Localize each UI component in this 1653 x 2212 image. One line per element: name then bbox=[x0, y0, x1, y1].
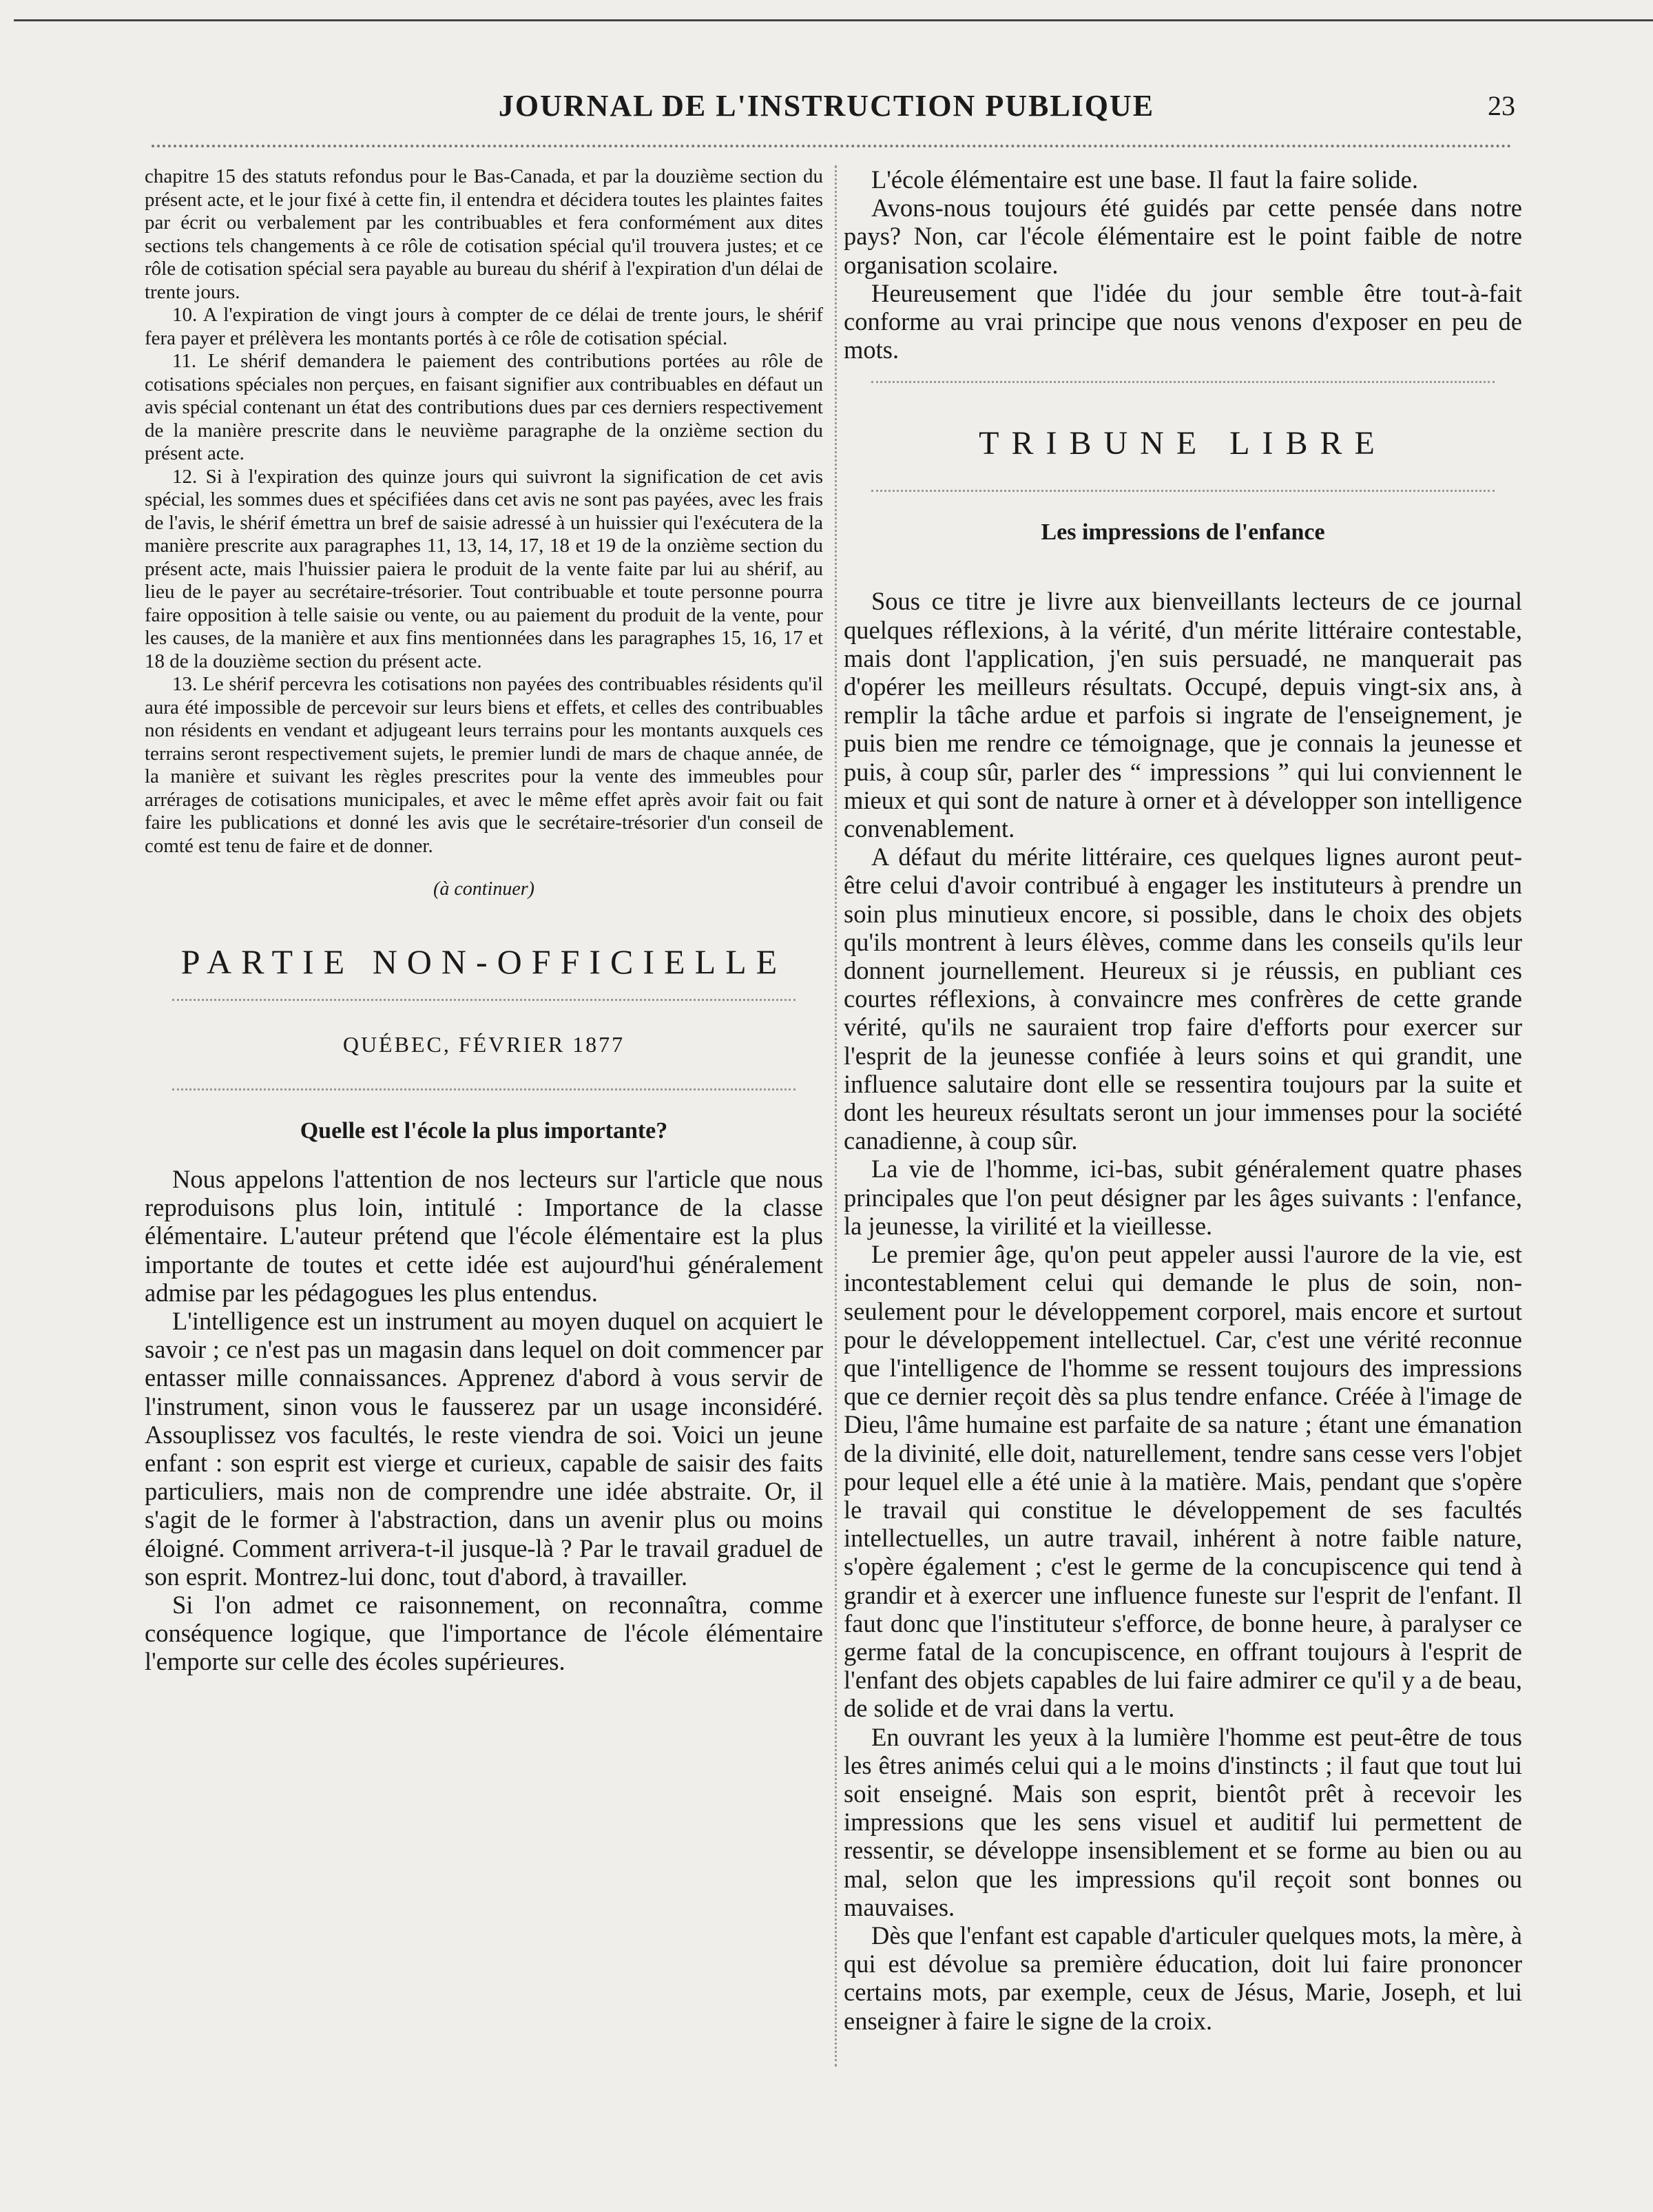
article-paragraph: Le premier âge, qu'on peut appeler aussi l'aurore de la vie, est incontestablement celui qui demande le plus de soin, non-seulement pour le développement corporel, mais encore et surtout pour le développement intellectuel. Car, c'est une vérité reconnue que l'intelligence de l'homme se ressent toujours des impressions que ce dernier reçoit dès sa plus tendre enfance. Créée à l'image de Dieu, l'âme humaine est parfaite de sa nature ; étant une émanation de la divinité, elle doit, naturellement, tendre sans cesse vers l'objet pour lequel elle a été unie à la matière. Mais, pendant que s'opère le travail qui constitue le développement de ses facultés intellectuelles, un autre travail, inhérent à notre faible nature, s'opère également ; c'est le germe de la concupiscence qui tend à grandir et à exercer une influence funeste sur l'esprit de l'enfant. Il faut donc que l'instituteur s'efforce, de bonne heure, à paralyser ce germe fatal de la concupiscence, en offrant toujours à l'esprit de l'enfant des objets capables de lui faire admirer ce qu'il y a de beau, de solide et de vrai dans la vertu. bbox=[844, 1240, 1522, 1723]
article-paragraph: Nous appelons l'attention de nos lecteurs sur l'article que nous reproduisons plus loin, intitulé : Importance de la classe élémentaire. L'auteur prétend que l'école élémentaire est la plus importante de toutes et cette idée est aujourd'hui généralement admise par les pédagogues les plus entendus. bbox=[145, 1165, 823, 1307]
article-title: Quelle est l'école la plus importante? bbox=[300, 1118, 668, 1144]
top-rule bbox=[14, 19, 1653, 21]
left-column bbox=[145, 165, 823, 1676]
column-divider bbox=[835, 165, 837, 2067]
article-paragraph: L'école élémentaire est une base. Il faut la faire solide. bbox=[871, 165, 1418, 194]
continuation-note: (à continuer) bbox=[433, 878, 534, 900]
article-paragraph: En ouvrant les yeux à la lumière l'homme est peut-être de tous les êtres animés celui qui a le moins d'instincts ; il faut que tout lui soit enseigné. Mais son esprit, bientôt prêt à recevoir les impressions que les sens visuel et auditif lui permettent de ressentir, se développe insensiblement et se forme au bien ou au mal, selon que les impressions qu'il reçoit sont bonnes ou mauvaises. bbox=[844, 1722, 1522, 1921]
statute-text bbox=[145, 165, 823, 858]
article-paragraph: L'intelligence est un instrument au moyen duquel on acquiert le savoir ; ce n'est pas un magasin dans lequel on doit commencer par entasser mille connaissances. Apprenez d'abord à vous servir de l'instrument, sinon vous le fausserez par un usage inconsidéré. Assouplissez vos facultés, le reste viendra de soi. Voici un jeune enfant : son esprit est vierge et curieux, capable de saisir des faits particuliers, mais non de comprendre une idée abstraite. Or, il s'agit de le former à l'abstraction, dans un avenir plus ou moins éloigné. Comment arrivera-t-il jusque-là ? Par le travail graduel de son esprit. Montrez-lui donc, tout d'abord, à travailler. bbox=[145, 1307, 823, 1591]
article-body bbox=[844, 587, 1522, 2034]
right-column bbox=[844, 165, 1522, 2035]
article-body bbox=[145, 1165, 823, 1676]
journal-title: JOURNAL DE L'INSTRUCTION PUBLIQUE bbox=[498, 89, 1155, 123]
article-continuation bbox=[844, 165, 1522, 364]
article-title: Les impressions de l'enfance bbox=[1041, 519, 1325, 546]
statute-paragraph-12: 12. Si à l'expiration des quinze jours qui suivront la signification de cet avis spécial, les sommes dues et spécifiées dans cet avis ne sont pas payées, avec les frais de l'avis, le shérif émettra un bref de saisie adressé à un huissier qui l'exécutera de la manière prescrite aux paragraphes 11, 13, 14, 17, 18 et 19 de la onzième section du présent acte, mais l'huissier paiera le produit de la vente faite par lui au shérif, au lieu de le payer au secrétaire-trésorier. Tout contribuable et toute personne pourra faire opposition à telle saisie ou vente, ou au paiement du produit de la vente, pour les causes, de la manière et aux fins mentionnées dans les paragraphes 15, 16, 17 et 18 de la douzième section du présent acte. bbox=[145, 465, 823, 672]
section-heading-tribune: TRIBUNE LIBRE bbox=[979, 425, 1387, 462]
section-separator bbox=[871, 381, 1495, 383]
article-paragraph: La vie de l'homme, ici-bas, subit généralement quatre phases principales que l'on peut désigner par les âges suivants : l'enfance, la jeunesse, la virilité et la vieillesse. bbox=[844, 1155, 1522, 1240]
section-separator bbox=[172, 999, 796, 1001]
header-rule bbox=[152, 145, 1512, 147]
dateline-separator bbox=[172, 1088, 796, 1091]
article-paragraph: Heureusement que l'idée du jour semble être tout-à-fait conforme au vrai principe que nous venons d'exposer en peu de mots. bbox=[844, 278, 1522, 364]
article-paragraph: Avons-nous toujours été guidés par cette pensée dans notre pays? Non, car l'école élémentaire est le point faible de notre organisation scolaire. bbox=[844, 194, 1522, 279]
page-number: 23 bbox=[1488, 90, 1515, 121]
statute-paragraph: chapitre 15 des statuts refondus pour le Bas-Canada, et par la douzième section du présent acte, et le jour fixé à cette fin, il entendra et décidera toutes les plaintes faites par écrit ou verbalement par les contribuables et fera conformément aux dites sections tels changements à ce rôle de cotisation spécial qu'il trouvera justes; et ce rôle de cotisation spécial sera payable au bureau du shérif à l'expiration d'un délai de trente jours. bbox=[145, 165, 823, 303]
article-paragraph: A défaut du mérite littéraire, ces quelques lignes auront peut-être celui d'avoir contribué à engager les instituteurs à prendre un soin plus minutieux encore, si possible, dans le choix des objets qu'ils montrent à leurs élèves, comme dans les conseils qu'ils leur donnent journellement. Heureux si je réussis, en publiant ces courtes réflexions, à convaincre mes confrères de cette grande vérité, qu'ils ne sauraient trop faire d'efforts pour exercer sur l'esprit de la jeunesse confiée à leurs soins et qui grandit, une influence salutaire dont elle se ressentira toujours par la suite et dont les heureux résultats seront un jour immenses pour la société canadienne, à coup sûr. bbox=[844, 843, 1522, 1155]
statute-paragraph-10: 10. A l'expiration de vingt jours à compter de ce délai de trente jours, le shérif fera payer et prélèvera les montants portés à ce rôle de cotisation spécial. bbox=[145, 304, 823, 349]
statute-paragraph-11: 11. Le shérif demandera le paiement des contributions portées au rôle de cotisations spéciales non perçues, en faisant signifier aux contribuables en défaut un avis spécial contenant un état des contributions dues par ces derniers respectivement de la manière prescrite dans le neuvième paragraphe de la onzième section du présent acte. bbox=[145, 350, 823, 464]
article-paragraph: Si l'on admet ce raisonnement, on reconnaîtra, comme conséquence logique, que l'importance de l'école élémentaire l'emporte sur celle des écoles supérieures. bbox=[145, 1591, 823, 1676]
dateline: QUÉBEC, FÉVRIER 1877 bbox=[342, 1032, 625, 1057]
section-heading: PARTIE NON-OFFICIELLE bbox=[180, 942, 787, 981]
article-paragraph: Sous ce titre je livre aux bienveillants lecteurs de ce journal quelques réflexions, à la vérité, d'un mérite littéraire contestable, mais dont l'application, j'en suis persuadé, ne manquerait pas d'opérer les meilleurs résultats. Occupé, depuis vingt-six ans, à remplir la tâche ardue et parfois si ingrate de l'enseignement, je puis bien me rendre ce témoignage, que je connais la jeunesse et puis, à coup sûr, parler des “ impressions ” qui lui conviennent le mieux et qui sont de nature à orner et à développer son intelligence convenablement. bbox=[844, 587, 1522, 843]
page-header bbox=[138, 83, 1515, 138]
statute-paragraph-13: 13. Le shérif percevra les cotisations non payées des contribuables résidents qu'il aura été impossible de percevoir sur leurs biens et effets, et celles des contribuables non résidents en vendant et adjugeant leurs terrains pour les montants auxquels ces terrains seront respectivement sujets, le premier lundi de mars de chaque année, de la manière et suivant les règles prescrites pour la vente des immeubles pour arrérages de cotisations municipales, et avec le même effet après avoir fait ou fait faire les publications et donné les avis que le secrétaire-trésorier d'un conseil de comté est tenu de faire et de donner. bbox=[145, 673, 823, 857]
article-paragraph: Dès que l'enfant est capable d'articuler quelques mots, la mère, à qui est dévolue sa première éducation, doit lui faire prononcer certains mots, par exemple, ceux de Jésus, Marie, Joseph, et lui enseigner à faire le signe de la croix. bbox=[844, 1921, 1522, 2035]
tribune-separator bbox=[871, 490, 1495, 492]
